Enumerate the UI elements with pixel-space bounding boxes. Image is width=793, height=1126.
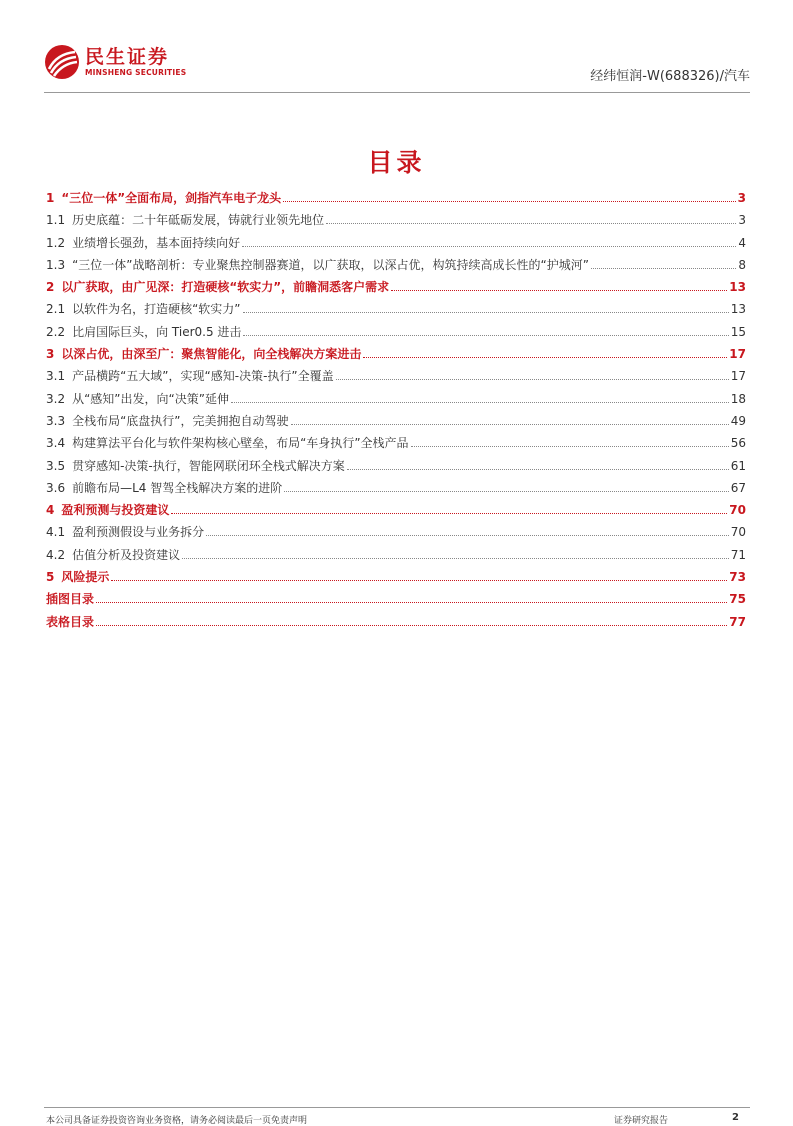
toc-entry[interactable]: [46, 568, 746, 590]
toc-entry-title: 以软件为名，打造硬核“软实力”: [72, 302, 241, 317]
toc-dot-leader: [363, 357, 727, 358]
toc-entry-title: 估值分析及投资建议: [72, 547, 181, 562]
toc-dot-leader: [391, 290, 727, 291]
toc-entry-title: 贯穿感知-决策-执行，智能网联闭环全栈式解决方案: [72, 458, 345, 473]
toc-dot-leader: [231, 402, 729, 403]
toc-entry-title: 从“感知”出发，向“决策”延伸: [72, 391, 229, 406]
toc-entry-number: 3: [46, 347, 55, 362]
toc-dot-leader: [243, 335, 728, 336]
toc-dot-leader: [243, 312, 729, 313]
toc-entry-page: 71: [730, 547, 746, 562]
toc-dot-leader: [336, 379, 729, 380]
toc-entry[interactable]: [46, 457, 746, 479]
toc-entry-number: 2.2: [46, 324, 66, 339]
toc-entry-title: 比肩国际巨头，向 Tier0.5 进击: [72, 324, 242, 339]
toc-entry-title: “三位一体”战略剖析：专业聚焦控制器赛道，以广获取，以深占优，构筑持续高成长性的“护城河”: [72, 257, 589, 272]
toc-entry-number: 3.3: [46, 413, 66, 428]
toc-entry-title: 构建算法平台化与软件架构核心壁垒，布局“车身执行”全栈产品: [72, 436, 409, 451]
toc-dot-leader: [283, 201, 736, 202]
toc-entry-number: 3.4: [46, 436, 66, 451]
footer-disclaimer: 本公司具备证券投资咨询业务资格，请务必阅读最后一页免责声明: [46, 1116, 308, 1126]
toc-dot-leader: [182, 558, 729, 559]
toc-entry-number: 3.6: [46, 480, 66, 495]
report-reference: 经纬恒润-W(688326)/汽车: [590, 69, 750, 84]
toc-entry-page: 56: [730, 436, 746, 451]
toc-entry-number: 2: [46, 280, 55, 295]
toc-entry-page: 4: [738, 235, 746, 250]
toc-entry-number: 1: [46, 191, 55, 205]
toc-entry-title: 以深占优，由深至广：聚焦智能化，向全栈解决方案进击: [61, 347, 362, 362]
toc-entry-page: 15: [730, 324, 746, 339]
toc-entry-page: 70: [730, 525, 746, 540]
toc-entry-title: 盈利预测与投资建议: [61, 503, 170, 518]
toc-entry-page: 3: [738, 213, 746, 228]
toc-entry-page: 49: [730, 413, 746, 428]
toc-entry[interactable]: [46, 278, 746, 300]
toc-entry[interactable]: [46, 390, 746, 412]
toc-entry[interactable]: [46, 211, 746, 233]
toc-dot-leader: [347, 469, 729, 470]
toc-entry[interactable]: [46, 523, 746, 545]
footer-divider: [44, 1107, 750, 1108]
toc-entry-number: 3.1: [46, 369, 66, 384]
toc-entry-page: 13: [730, 302, 746, 317]
toc-entry[interactable]: [46, 234, 746, 256]
toc-entry[interactable]: [46, 590, 746, 612]
toc-entry-title: 产品横跨“五大域”，实现“感知-决策-执行”全覆盖: [72, 369, 334, 384]
toc-dot-leader: [171, 513, 727, 514]
toc-entry-title: 表格目录: [46, 614, 95, 629]
toc-entry-title: 插图目录: [46, 592, 95, 607]
logo-english-name: MINSHENG SECURITIES: [85, 67, 187, 77]
minsheng-logo-icon: [44, 44, 80, 80]
toc-dot-leader: [96, 602, 727, 603]
toc-dot-leader: [242, 246, 736, 247]
toc-entry-number: 4.1: [46, 525, 66, 540]
toc-entry-title: 前瞻布局—L4 智驾全栈解决方案的进阶: [72, 480, 283, 495]
toc-entry[interactable]: [46, 479, 746, 501]
toc-dot-leader: [111, 580, 727, 581]
toc-entry-number: 1.2: [46, 235, 66, 250]
toc-entry-page: 18: [730, 391, 746, 406]
toc-dot-leader: [326, 223, 736, 224]
toc-entry-title: 盈利预测假设与业务拆分: [72, 525, 205, 540]
toc-entry[interactable]: [46, 412, 746, 434]
toc-entry-page: 13: [729, 280, 746, 295]
toc-entry[interactable]: [46, 434, 746, 456]
toc-entry[interactable]: [46, 189, 746, 211]
table-of-contents: [46, 189, 746, 635]
toc-entry-number: 1.3: [46, 257, 66, 272]
toc-entry-number: 5: [46, 570, 55, 585]
footer-page-number: 2: [732, 1112, 739, 1123]
toc-entry[interactable]: [46, 323, 746, 345]
toc-entry-page: 70: [729, 503, 746, 518]
toc-dot-leader: [284, 491, 728, 492]
toc-entry[interactable]: [46, 367, 746, 389]
toc-entry-title: 全栈布局“底盘执行”，完美拥抱自动驾驶: [72, 413, 289, 428]
toc-dot-leader: [591, 268, 736, 269]
logo-chinese-name: 民生证券: [85, 45, 170, 68]
toc-entry-page: 75: [729, 592, 746, 607]
toc-entry-title: 以广获取，由广见深：打造硬核“软实力”，前瞻洞悉客户需求: [61, 280, 390, 295]
toc-entry-page: 61: [730, 458, 746, 473]
toc-dot-leader: [411, 446, 729, 447]
header-divider: [44, 92, 750, 93]
toc-entry-title: “三位一体”全面布局，剑指汽车电子龙头: [61, 191, 282, 205]
toc-entry[interactable]: [46, 345, 746, 367]
toc-entry-number: 1.1: [46, 213, 66, 228]
toc-dot-leader: [291, 424, 729, 425]
toc-entry-number: 2.1: [46, 302, 66, 317]
toc-entry[interactable]: [46, 613, 746, 635]
toc-entry-page: 77: [729, 614, 746, 629]
toc-entry-number: 4.2: [46, 547, 66, 562]
toc-entry-page: 3: [737, 191, 746, 205]
page-header: [44, 40, 750, 92]
toc-entry-page: 17: [730, 369, 746, 384]
toc-entry-title: 风险提示: [61, 570, 110, 585]
toc-entry-number: 3.2: [46, 391, 66, 406]
toc-entry-number: 3.5: [46, 458, 66, 473]
toc-entry-page: 73: [729, 570, 746, 585]
toc-dot-leader: [206, 535, 729, 536]
toc-entry-title: 业绩增长强劲，基本面持续向好: [72, 235, 241, 250]
toc-entry-title: 历史底蕴：二十年砥砺发展，铸就行业领先地位: [72, 213, 325, 228]
toc-dot-leader: [96, 625, 727, 626]
toc-entry[interactable]: [46, 501, 746, 523]
toc-entry-number: 4: [46, 503, 55, 518]
footer-report-type: 证券研究报告: [614, 1116, 669, 1126]
toc-entry-page: 8: [738, 257, 746, 272]
toc-entry[interactable]: [46, 546, 746, 568]
toc-entry-page: 67: [730, 480, 746, 495]
minsheng-logo: [44, 44, 186, 80]
toc-entry-page: 17: [729, 347, 746, 362]
page-title: 目录: [367, 148, 426, 177]
toc-entry[interactable]: [46, 256, 746, 278]
toc-entry[interactable]: [46, 300, 746, 322]
